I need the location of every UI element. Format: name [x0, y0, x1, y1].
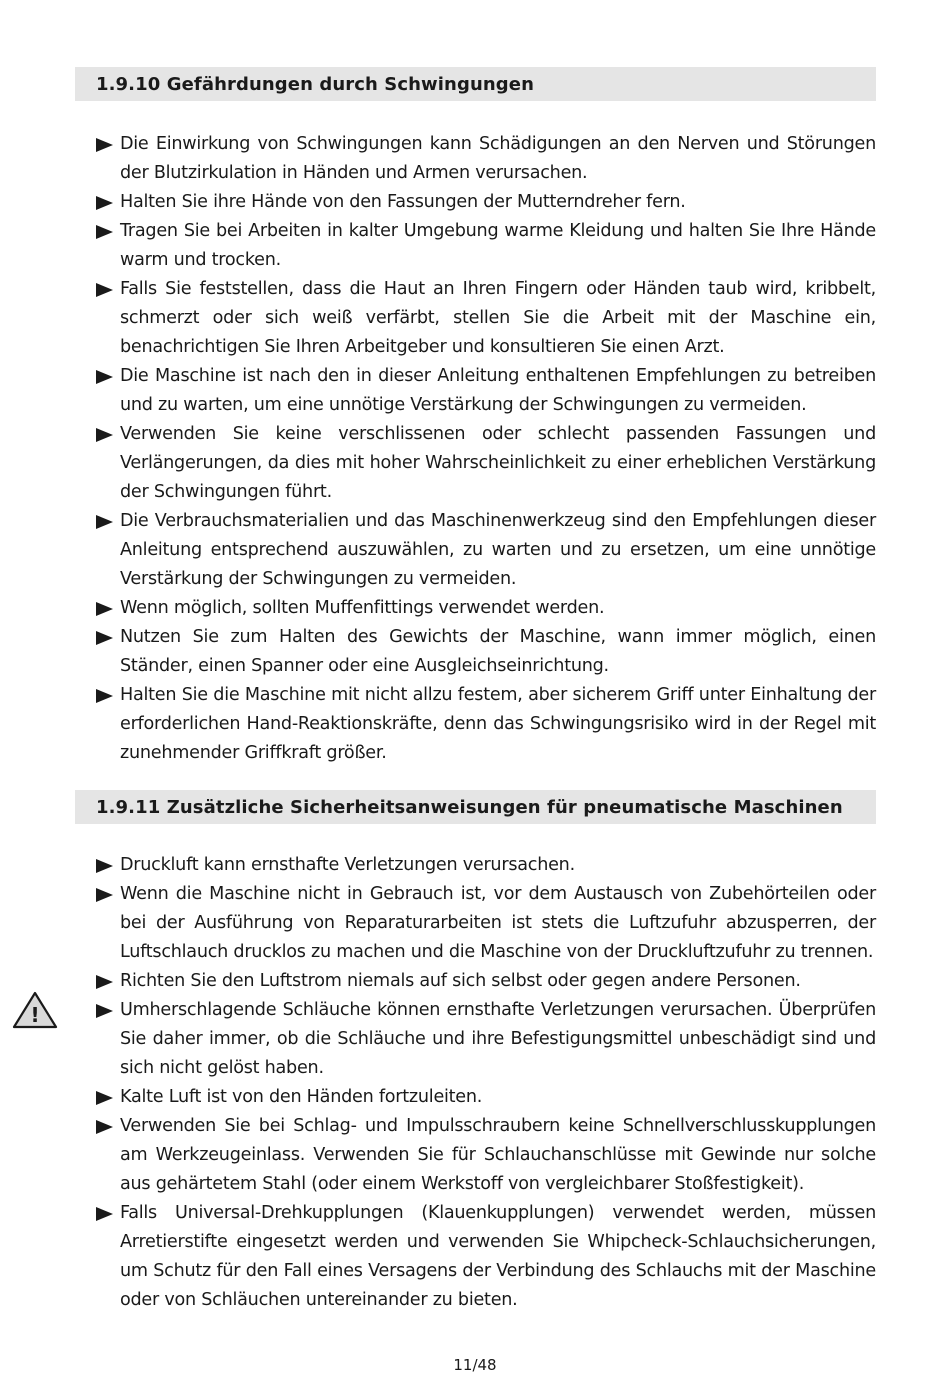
list-item-text: Wenn die Maschine nicht in Gebrauch ist, vor dem Austausch von Zubehörteilen oder bei der Ausführung von Reparaturarbeiten ist stets die Luftzufuhr abzusperren, der Luftschlauch drucklos zu machen und die Maschine von der Druckluftzufuhr zu trennen. [120, 884, 876, 962]
list-item-text: Druckluft kann ernsthafte Verletzungen verursachen. [120, 855, 575, 875]
list-item-text: Halten Sie die Maschine mit nicht allzu festem, aber sicherem Griff unter Einhaltung der erforderlichen Hand-Reaktionskräfte, denn das Schwingungsrisiko wird in der Regel mit zunehmender Griffkraft größer. [120, 685, 876, 763]
list-item [96, 681, 876, 768]
list-item [96, 507, 876, 594]
list-item-text: Falls Universal-Drehkupplungen (Klauenkupplungen) verwendet werden, müssen Arretierstifte eingesetzt werden und verwenden Sie Whipcheck-Schlauchsicherungen, um Schutz für den Fall eines Versagens der Verbindung des Schlauchs mit der Maschine oder von Schläuchen untereinander zu bieten. [120, 1203, 876, 1310]
list-item-text: Tragen Sie bei Arbeiten in kalter Umgebung warme Kleidung und halten Sie Ihre Hände warm und trocken. [120, 221, 876, 270]
list-item-text: Umherschlagende Schläuche können ernsthafte Verletzungen verursachen. Überprüfen Sie daher immer, ob die Schläuche und ihre Befestigungsmittel unbeschädigt sind und sich nicht gelöst haben. [120, 1000, 876, 1078]
list-item [96, 217, 876, 275]
warning-exclamation: ! [30, 1003, 40, 1027]
arrow-bullet-icon [96, 888, 113, 902]
list-item-text: Verwenden Sie keine verschlissenen oder schlecht passenden Fassungen und Verlängerungen, da dies mit hoher Wahrscheinlichkeit zu einer erheblichen Verstärkung der Schwingungen führt. [120, 424, 876, 502]
arrow-bullet-icon [96, 370, 113, 384]
list-item [96, 275, 876, 362]
list-item-text: Nutzen Sie zum Halten des Gewichts der Maschine, wann immer möglich, einen Ständer, einen Spanner oder eine Ausgleichseinrichtung. [120, 627, 876, 676]
section-heading-bar [75, 67, 876, 101]
list-item [96, 1199, 876, 1315]
list-item-text: Die Verbrauchsmaterialien und das Maschinenwerkzeug sind den Empfehlungen dieser Anleitung entsprechend auszuwählen, zu warten und zu ersetzen, um eine unnötige Verstärkung der Schwingungen zu vermeiden. [120, 511, 876, 589]
arrow-bullet-icon [96, 283, 113, 297]
page-number: 11/48 [453, 1356, 497, 1374]
section-heading-bar [75, 790, 876, 824]
arrow-bullet-icon [96, 225, 113, 239]
list-item-text: Kalte Luft ist von den Händen fortzuleiten. [120, 1087, 483, 1107]
arrow-bullet-icon [96, 515, 113, 529]
list-item [96, 420, 876, 507]
list-item [96, 362, 876, 420]
list-item [96, 996, 876, 1083]
bullet-list [96, 130, 876, 768]
list-item-text: Verwenden Sie bei Schlag- und Impulsschraubern keine Schnellverschlusskupplungen am Werkzeugeinlass. Verwenden Sie für Schlauchanschlüsse mit Gewinde nur solche aus gehärtetem Stahl (oder einem Werkstoff von vergleichbarer Stoßfestigkeit). [120, 1116, 876, 1194]
list-item [96, 130, 876, 188]
arrow-bullet-icon [96, 1207, 113, 1221]
list-item [96, 188, 876, 217]
section-heading: 1.9.11 Zusätzliche Sicherheitsanweisungen für pneumatische Maschinen [96, 796, 843, 818]
arrow-bullet-icon [96, 428, 113, 442]
list-item [96, 1112, 876, 1199]
section-pneumatic-safety [0, 790, 950, 1315]
list-item [96, 623, 876, 681]
section-heading: 1.9.10 Gefährdungen durch Schwingungen [96, 73, 534, 95]
bullet-list [96, 851, 876, 1315]
arrow-bullet-icon [96, 1091, 113, 1105]
arrow-bullet-icon [96, 138, 113, 152]
list-item-text: Falls Sie feststellen, dass die Haut an Ihren Fingern oder Händen taub wird, kribbelt, schmerzt oder sich weiß verfärbt, stellen Sie die Arbeit mit der Maschine ein, benachrichtigen Sie Ihren Arbeitgeber und konsultieren Sie einen Arzt. [120, 279, 876, 357]
list-item-text: Die Einwirkung von Schwingungen kann Schädigungen an den Nerven und Störungen der Blutzirkulation in Händen und Armen verursachen. [120, 134, 876, 183]
list-item-text: Die Maschine ist nach den in dieser Anleitung enthaltenen Empfehlungen zu betreiben und zu warten, um eine unnötige Verstärkung der Schwingungen zu vermeiden. [120, 366, 876, 415]
list-item-text: Wenn möglich, sollten Muffenfittings verwendet werden. [120, 598, 605, 618]
arrow-bullet-icon [96, 689, 113, 703]
list-item-text: Richten Sie den Luftstrom niemals auf sich selbst oder gegen andere Personen. [120, 971, 801, 991]
arrow-bullet-icon [96, 1004, 113, 1018]
arrow-bullet-icon [96, 631, 113, 645]
arrow-bullet-icon [96, 1120, 113, 1134]
list-item [96, 1083, 876, 1112]
warning-triangle-icon [11, 990, 59, 1030]
arrow-bullet-icon [96, 196, 113, 210]
arrow-bullet-icon [96, 602, 113, 616]
list-item [96, 967, 876, 996]
list-item [96, 851, 876, 880]
list-item [96, 594, 876, 623]
arrow-bullet-icon [96, 859, 113, 873]
list-item [96, 880, 876, 967]
arrow-bullet-icon [96, 975, 113, 989]
section-vibration-hazards [0, 67, 950, 768]
list-item-text: Halten Sie ihre Hände von den Fassungen der Mutterndreher fern. [120, 192, 686, 212]
